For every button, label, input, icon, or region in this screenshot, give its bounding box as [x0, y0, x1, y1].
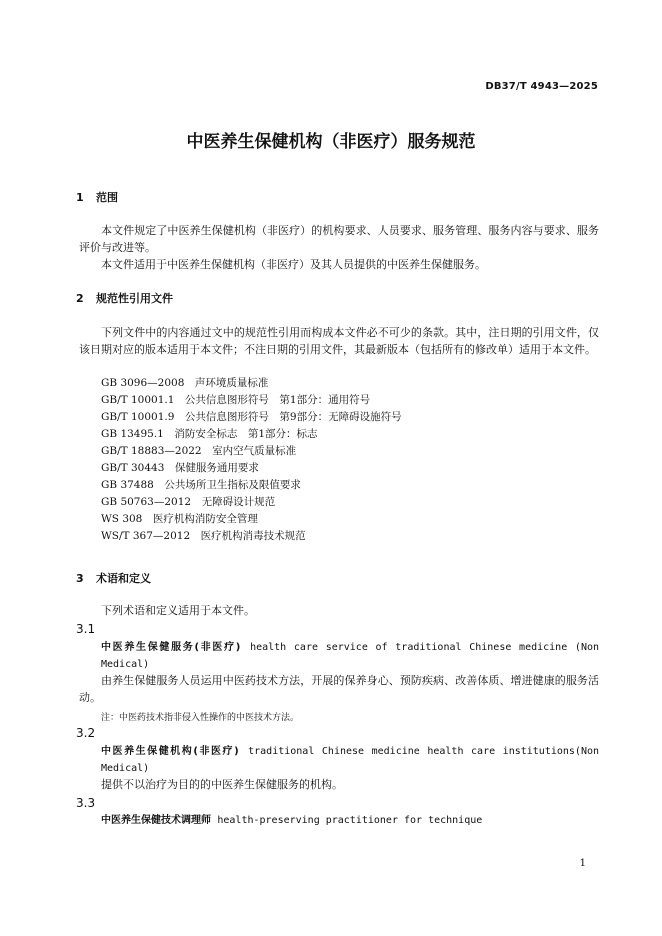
- term-entry: [101, 743, 599, 777]
- paragraph: 下列术语和定义适用于本文件。: [101, 604, 255, 617]
- section-number: 3: [76, 572, 84, 585]
- term-definition: 由养生保健服务人员运用中医药技术方法，开展的保养身心、预防疾病、改善体质、增进健康的服务活动。: [79, 674, 599, 704]
- section-heading-2: [76, 290, 173, 306]
- paragraph: 下列文件中的内容通过文中的规范性引用而构成本文件必不可少的条款。其中，注日期的引用文件，仅该日期对应的版本适用于本文件；不注日期的引用文件，其最新版本（包括所有的修改单）适用于本文件。: [79, 326, 599, 356]
- section-title: 规范性引用文件: [96, 292, 173, 305]
- paragraph: 本文件适用于中医养生保健机构（非医疗）及其人员提供的中医养生保健服务。: [101, 258, 486, 271]
- reference-item: GB/T 10001.1 公共信息图形符号 第1部分：通用符号: [101, 394, 371, 406]
- term-chinese: 中医养生保健技术调理师: [101, 815, 211, 826]
- term-entry: [101, 812, 599, 829]
- term-number: 3.2: [76, 726, 96, 740]
- reference-item: GB 37488 公共场所卫生指标及限值要求: [101, 479, 301, 491]
- term-definition: 提供不以治疗为目的的中医养生保健服务的机构。: [101, 778, 343, 791]
- section-heading-3: [76, 570, 151, 586]
- section-heading-1: [76, 189, 118, 205]
- section-number: 1: [76, 191, 84, 204]
- section-number: 2: [76, 292, 84, 305]
- reference-item: GB 3096—2008 声环境质量标准: [101, 377, 269, 389]
- term-note: 注：中医药技术指非侵入性操作的中医技术方法。: [101, 713, 300, 723]
- reference-item: WS/T 367—2012 医疗机构消毒技术规范: [101, 530, 306, 542]
- paragraph: 本文件规定了中医养生保健机构（非医疗）的机构要求、人员要求、服务管理、服务内容与要求、服务评价与改进等。: [79, 224, 599, 254]
- section-title: 术语和定义: [96, 572, 151, 585]
- reference-item: GB 13495.1 消防安全标志 第1部分：标志: [101, 428, 318, 440]
- reference-item: GB/T 30443 保健服务通用要求: [101, 462, 259, 474]
- term-entry: [101, 639, 599, 673]
- term-english: traditional Chinese medicine health care institutions(Non Medical): [101, 746, 600, 774]
- page-title: 中医养生保健机构（非医疗）服务规范: [186, 132, 476, 152]
- term-number: 3.3: [76, 796, 96, 810]
- term-english: health-preserving practitioner for technique: [217, 815, 483, 826]
- term-number: 3.1: [76, 622, 96, 636]
- term-chinese: 中医养生保健机构(非医疗): [101, 746, 239, 757]
- term-english: health care service of traditional Chinese medicine (Non Medical): [101, 642, 600, 670]
- term-chinese: 中医养生保健服务(非医疗): [101, 642, 241, 653]
- document-number: DB37/T 4943—2025: [485, 81, 598, 92]
- reference-item: GB 50763—2012 无障碍设计规范: [101, 496, 276, 508]
- page-number: 1: [579, 858, 586, 869]
- reference-item: WS 308 医疗机构消防安全管理: [101, 513, 258, 525]
- reference-item: GB/T 18883—2022 室内空气质量标准: [101, 445, 297, 457]
- section-title: 范围: [96, 191, 118, 204]
- reference-item: GB/T 10001.9 公共信息图形符号 第9部分：无障碍设施符号: [101, 411, 402, 423]
